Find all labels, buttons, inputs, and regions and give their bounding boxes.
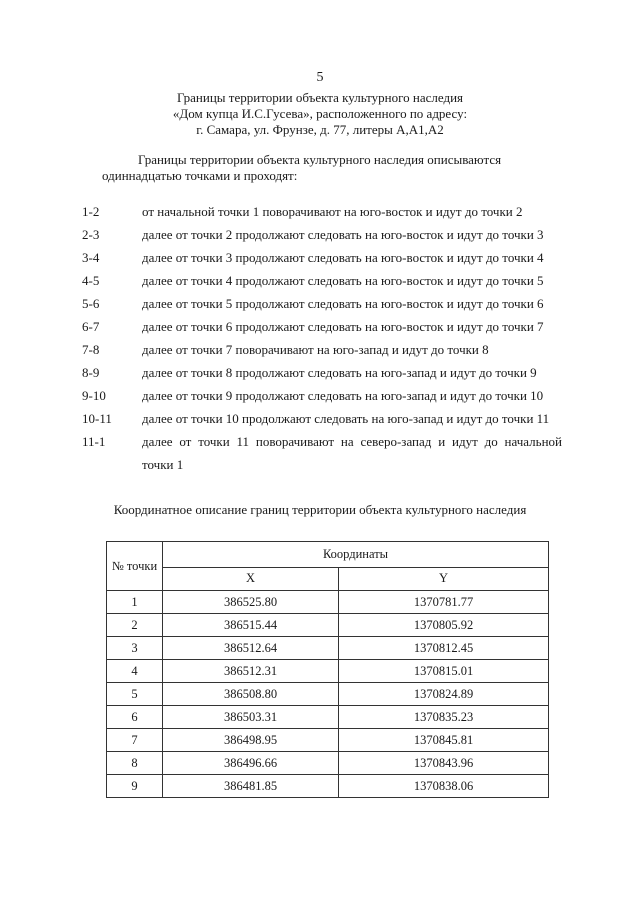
table-row <box>107 614 549 637</box>
boundary-row <box>82 407 562 430</box>
boundary-description: далее от точки 2 продолжают следовать на юго-восток и идут до точки 3 <box>142 227 544 242</box>
cell-point: 4 <box>107 660 163 683</box>
boundary-segment: 4-5 <box>82 273 100 288</box>
boundary-row <box>82 361 562 384</box>
table-row <box>107 752 549 775</box>
boundary-row <box>82 338 562 361</box>
cell-point: 5 <box>107 683 163 706</box>
cell-point: 1 <box>107 591 163 614</box>
cell-y: 1370824.89 <box>339 683 549 706</box>
col-header-x: X <box>163 567 339 590</box>
boundary-row <box>82 384 562 407</box>
boundary-description: далее от точки 10 продолжают следовать на юго-запад и идут до точки 11 <box>142 411 550 426</box>
col-header-coordinates: Координаты <box>163 542 549 568</box>
cell-y: 1370845.81 <box>339 729 549 752</box>
boundary-row <box>82 200 562 223</box>
boundary-segment: 8-9 <box>82 365 100 380</box>
boundary-row <box>82 292 562 315</box>
document-title <box>0 90 640 138</box>
boundary-description: далее от точки 7 поворачивают на юго-запад и идут до точки 8 <box>142 342 489 357</box>
boundary-description: далее от точки 8 продолжают следовать на юго-запад и идут до точки 9 <box>142 365 537 380</box>
table-caption: Координатное описание границ территории объекта культурного наследия <box>113 502 527 517</box>
page-number: 5 <box>316 70 324 85</box>
intro-line-2: одиннадцатью точками и проходят: <box>102 168 298 183</box>
boundary-segment: 2-3 <box>82 227 100 242</box>
boundary-description: далее от точки 4 продолжают следовать на юго-восток и идут до точки 5 <box>142 273 544 288</box>
table-row <box>107 683 549 706</box>
table-row <box>107 729 549 752</box>
table-row <box>107 660 549 683</box>
cell-x: 386481.85 <box>163 775 339 798</box>
table-row <box>107 775 549 798</box>
cell-point: 7 <box>107 729 163 752</box>
cell-x: 386496.66 <box>163 752 339 775</box>
cell-point: 2 <box>107 614 163 637</box>
cell-x: 386498.95 <box>163 729 339 752</box>
col-header-point: № точки <box>107 542 163 591</box>
coordinates-table <box>106 541 549 798</box>
title-line-2: «Дом купца И.С.Гусева», расположенного по адресу: <box>172 106 468 121</box>
boundary-description: далее от точки 6 продолжают следовать на юго-восток и идут до точки 7 <box>142 319 544 334</box>
cell-y: 1370838.06 <box>339 775 549 798</box>
intro-line-1: Границы территории объекта культурного наследия описываются <box>138 152 502 167</box>
coordinates-table-body <box>107 591 549 798</box>
boundary-description: далее от точки 11 поворачивают на северо-запад и идут до начальной <box>142 434 562 449</box>
cell-point: 9 <box>107 775 163 798</box>
boundary-segment: 6-7 <box>82 319 100 334</box>
cell-point: 3 <box>107 637 163 660</box>
cell-x: 386525.80 <box>163 591 339 614</box>
boundary-row <box>82 223 562 246</box>
boundary-description-continuation: точки 1 <box>142 457 184 472</box>
boundary-row <box>82 430 562 453</box>
boundary-row <box>82 269 562 292</box>
boundary-description: далее от точки 3 продолжают следовать на юго-восток и идут до точки 4 <box>142 250 544 265</box>
table-row <box>107 706 549 729</box>
cell-x: 386512.64 <box>163 637 339 660</box>
cell-x: 386503.31 <box>163 706 339 729</box>
boundary-segment: 5-6 <box>82 296 100 311</box>
col-header-y: Y <box>339 567 549 590</box>
boundary-description: от начальной точки 1 поворачивают на юго-восток и идут до точки 2 <box>142 204 523 219</box>
boundary-row <box>82 246 562 269</box>
table-row <box>107 637 549 660</box>
boundary-segment: 11-1 <box>82 434 106 449</box>
cell-y: 1370812.45 <box>339 637 549 660</box>
title-line-1: Границы территории объекта культурного наследия <box>176 90 464 105</box>
cell-y: 1370781.77 <box>339 591 549 614</box>
table-row <box>107 591 549 614</box>
boundary-description: далее от точки 9 продолжают следовать на юго-запад и идут до точки 10 <box>142 388 544 403</box>
title-line-3: г. Самара, ул. Фрунзе, д. 77, литеры А,А1,А2 <box>196 122 444 137</box>
cell-y: 1370835.23 <box>339 706 549 729</box>
cell-x: 386515.44 <box>163 614 339 637</box>
boundary-segment: 7-8 <box>82 342 100 357</box>
cell-y: 1370843.96 <box>339 752 549 775</box>
boundary-segment: 9-10 <box>82 388 106 403</box>
cell-point: 6 <box>107 706 163 729</box>
boundary-segment: 3-4 <box>82 250 100 265</box>
intro-paragraph <box>102 152 560 184</box>
boundary-row <box>82 315 562 338</box>
boundary-segment: 10-11 <box>82 411 112 426</box>
cell-x: 386512.31 <box>163 660 339 683</box>
cell-point: 8 <box>107 752 163 775</box>
cell-y: 1370805.92 <box>339 614 549 637</box>
cell-y: 1370815.01 <box>339 660 549 683</box>
boundary-segment: 1-2 <box>82 204 100 219</box>
boundary-description: далее от точки 5 продолжают следовать на юго-восток и идут до точки 6 <box>142 296 544 311</box>
cell-x: 386508.80 <box>163 683 339 706</box>
boundary-description-list <box>82 200 562 476</box>
